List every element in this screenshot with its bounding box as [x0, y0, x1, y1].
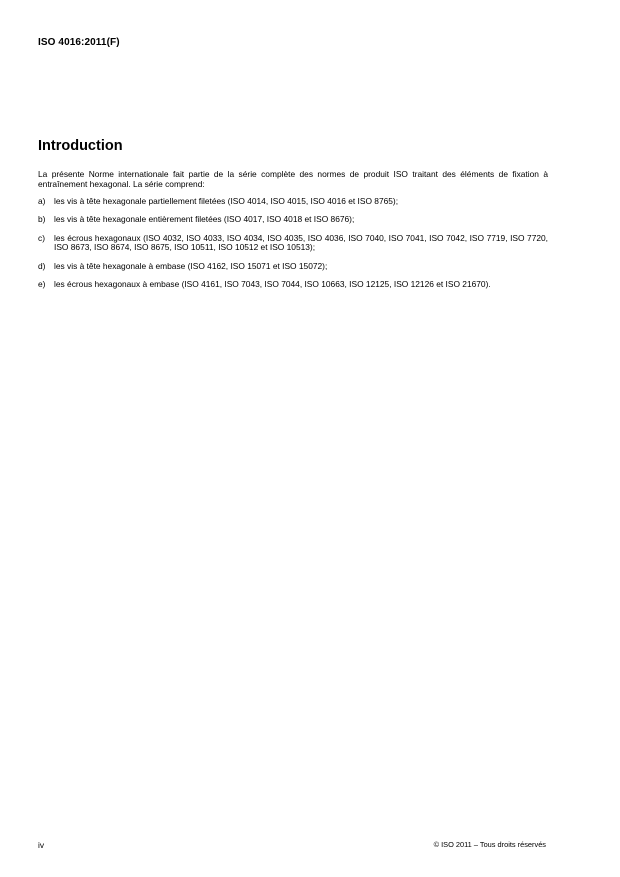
- standards-list: [38, 197, 548, 299]
- list-item: [38, 197, 548, 207]
- list-marker: c): [38, 232, 45, 243]
- document-id-header: ISO 4016:2011(F): [38, 37, 120, 48]
- list-item-text: les écrous hexagonaux à embase (ISO 4161, ISO 7043, ISO 7044, ISO 10663, ISO 12125, ISO 12126 et ISO 21670).: [54, 279, 491, 290]
- list-item: [38, 280, 548, 290]
- list-marker: e): [38, 279, 46, 290]
- section-title: Introduction: [38, 138, 123, 154]
- list-item: [38, 262, 548, 272]
- list-marker: a): [38, 196, 46, 206]
- list-item: [38, 215, 548, 225]
- list-item: [38, 234, 548, 253]
- list-item-text: les vis à tête hexagonale entièrement filetées (ISO 4017, ISO 4018 et ISO 8676);: [54, 214, 355, 225]
- page-number: iv: [38, 840, 45, 850]
- intro-paragraph: La présente Norme internationale fait partie de la série complète des normes de produit ISO traitant des éléments de fixation à entraînement hexagonal. La série comprend:: [38, 169, 548, 189]
- list-item-text: les écrous hexagonaux (ISO 4032, ISO 4033, ISO 4034, ISO 4035, ISO 4036, ISO 7040, ISO 7041, ISO 7042, ISO 7719, ISO 7720, ISO 8673, ISO 8674, ISO 8675, ISO 10511, ISO 10512 et ISO 10513);: [54, 232, 548, 253]
- copyright-notice: © ISO 2011 – Tous droits réservés: [433, 840, 546, 849]
- list-marker: d): [38, 260, 46, 271]
- list-marker: b): [38, 214, 46, 225]
- list-item-text: les vis à tête hexagonale à embase (ISO 4162, ISO 15071 et ISO 15072);: [54, 260, 328, 271]
- list-item-text: les vis à tête hexagonale partiellement filetées (ISO 4014, ISO 4015, ISO 4016 et ISO 8765);: [54, 196, 399, 206]
- page-footer: [38, 840, 546, 850]
